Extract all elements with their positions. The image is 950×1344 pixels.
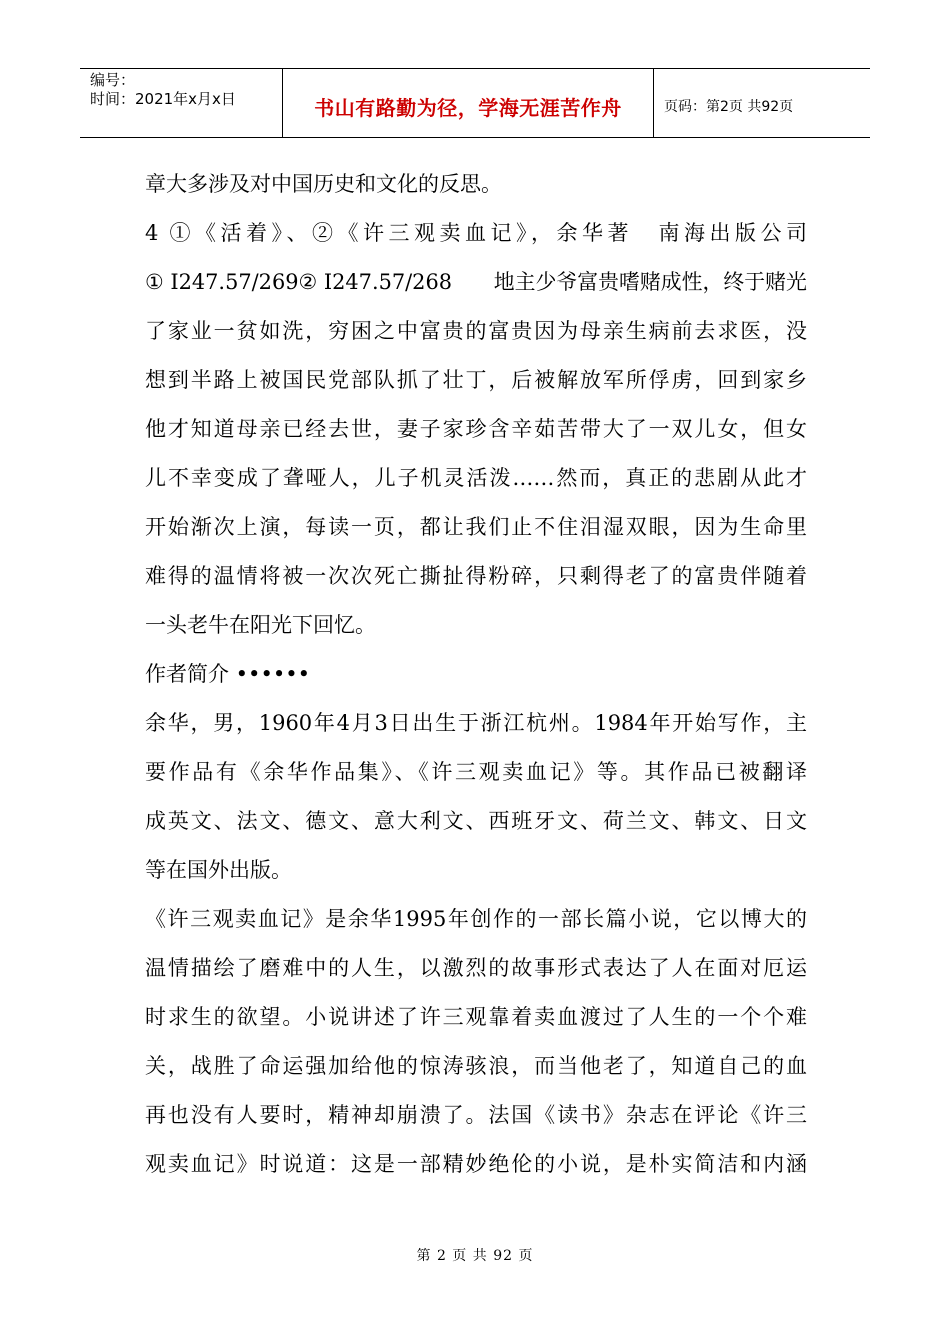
text-line: 《许三观卖血记》是余华1995年创作的一部长篇小说，它以博大的 [145, 907, 807, 931]
text-line: 想到半路上被国民党部队抓了壮丁，后被解放军所俘虏，回到家乡 [145, 368, 807, 392]
header-motto: 书山有路勤为径，学海无涯苦作舟 [314, 95, 622, 120]
text-line: 再也没有人要时，精神却崩溃了。法国《读书》杂志在评论《许三 [145, 1103, 807, 1127]
text-line: 儿不幸变成了聋哑人，儿子机灵活泼……然而，真正的悲剧从此才 [145, 466, 807, 490]
text-line: 等在国外出版。 [145, 858, 292, 882]
text-line: 开始渐次上演，每读一页，都让我们止不住泪湿双眼，因为生命里 [145, 515, 807, 539]
text-line: 一头老牛在阳光下回忆。 [145, 613, 376, 637]
text-line: 4 ①《活着》、②《许三观卖血记》，余华著 南海出版公司 [145, 221, 807, 245]
header-motto-cell [283, 69, 654, 137]
text-line: 时求生的欲望。小说讲述了许三观靠着卖血渡过了人生的一个个难 [145, 1005, 807, 1029]
text-line: 成英文、法文、德文、意大利文、西班牙文、荷兰文、韩文、日文 [145, 809, 807, 833]
text-line: 难得的温情将被一次次死亡撕扯得粉碎，只剩得老了的富贵伴随着 [145, 564, 807, 588]
text-line: ① I247.57/269② I247.57/268 地主少爷富贵嗜赌成性，终于赌光 [145, 270, 807, 294]
page-footer: 第 2 页 共 92 页 [416, 1248, 534, 1264]
header-page-info: 页码：第2页 共92页 [664, 99, 794, 115]
document-number-label: 编号： [90, 71, 136, 89]
page-header [80, 68, 870, 138]
text-line: 关，战胜了命运强加给他的惊涛骇浪，而当他老了，知道自己的血 [145, 1054, 807, 1078]
text-line: 观卖血记》时说道：这是一部精妙绝伦的小说，是朴实简洁和内涵 [145, 1152, 807, 1176]
text-line: 要作品有《余华作品集》、《许三观卖血记》等。其作品已被翻译 [145, 760, 807, 784]
text-line: 章大多涉及对中国历史和文化的反思。 [145, 172, 502, 196]
body-text [145, 160, 807, 1189]
header-meta-cell [80, 69, 283, 137]
text-line: 作者简介 •••••• [145, 662, 310, 686]
text-line: 他才知道母亲已经去世，妻子家珍含辛茹苦带大了一双儿女，但女 [145, 417, 807, 441]
header-page-cell [654, 69, 870, 137]
document-date-label: 时间：2021年x月x日 [90, 90, 236, 108]
text-line: 了家业一贫如洗，穷困之中富贵的富贵因为母亲生病前去求医，没 [145, 319, 807, 343]
text-line: 温情描绘了磨难中的人生，以激烈的故事形式表达了人在面对厄运 [145, 956, 807, 980]
text-line: 余华，男，1960年4月3日出生于浙江杭州。1984年开始写作，主 [145, 711, 807, 735]
